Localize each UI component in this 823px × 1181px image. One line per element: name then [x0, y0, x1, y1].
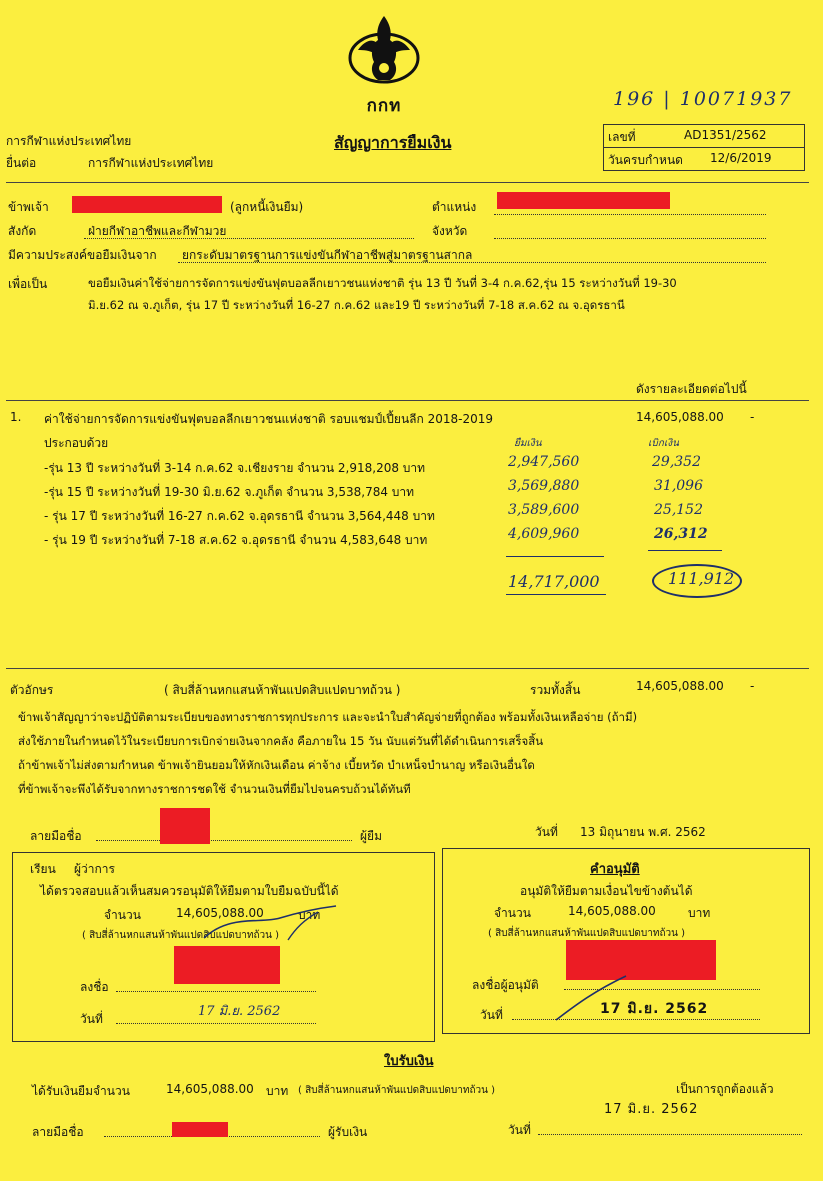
hw-col2-total: 111,912: [668, 569, 735, 588]
redacted-position: [497, 192, 670, 209]
item-title: ค่าใช้จ่ายการจัดการแข่งขันฟุตบอลลีกเยาวชนแห่งชาติ รอบแชมป์เปี้ยนลีก 2018-2019: [44, 412, 494, 426]
hw-col1-value: 3,569,880: [508, 478, 580, 494]
total-words: ( สิบสี่ล้านหกแสนห้าพันแปดสิบแปดบาทถ้วน ): [164, 683, 401, 697]
review-baht: บาท: [298, 908, 321, 922]
review-amount: 14,605,088.00: [176, 906, 264, 920]
total-rule: [6, 668, 809, 669]
redacted-receiver-signature: [172, 1122, 228, 1137]
details-rule: [6, 400, 809, 401]
doc-no-label: เลขที่: [608, 130, 636, 144]
receipt-date-label: วันที่: [508, 1123, 531, 1137]
hw-col1-total-underline: [506, 594, 606, 595]
dept-line: [84, 238, 414, 239]
borrower-role-note: (ลูกหนี้เงินยืม): [230, 200, 304, 214]
review-sign-label: ลงชื่อ: [80, 980, 109, 994]
detail-line: - รุ่น 17 ปี ระหว่างวันที่ 16-27 ก.ค.62 จ.อุดรธานี จำนวน 3,564,448 บาท: [44, 509, 435, 523]
signature-date: 13 มิถุนายน พ.ศ. 2562: [580, 825, 706, 839]
review-to: ผู้ว่าการ: [74, 862, 115, 876]
signature-line: [96, 840, 352, 841]
review-date-label: วันที่: [80, 1012, 103, 1026]
hw-col1-value: 4,609,960: [508, 526, 580, 542]
details-heading: ดังรายละเอียดต่อไปนี้: [636, 382, 747, 396]
purpose-value: ยกระดับมาตรฐานการแข่งขันกีฬาอาชีพสู่มาตรฐานสากล: [182, 248, 473, 262]
receipt-amount: 14,605,088.00: [166, 1082, 254, 1096]
receipt-title: ใบรับเงิน: [384, 1054, 434, 1069]
due-label: วันครบกำหนด: [608, 153, 683, 167]
org-name: การกีฬาแห่งประเทศไทย: [6, 134, 132, 148]
position-label: ตำแหน่ง: [432, 200, 477, 214]
review-date-line: [116, 1023, 316, 1024]
receipt-words: ( สิบสี่ล้านหกแสนห้าพันแปดสิบแปดบาทถ้วน ): [298, 1085, 496, 1096]
for-line-1: ขอยืมเงินค่าใช้จ่ายการจัดการแข่งขันฟุตบอลลีกเยาวชนแห่งชาติ รุ่น 13 ปี วันที่ 3-4 ก.ค.62,รุ่น 15 ระหว่างวันที่ 19-30: [88, 276, 677, 290]
approval-sign-label: ลงชื่อผู้อนุมัติ: [472, 978, 539, 992]
approval-text: อนุมัติให้ยืมตามเงื่อนไขข้างต้นได้: [520, 884, 693, 898]
due-date: 12/6/2019: [710, 151, 772, 165]
terms-line: ที่ข้าพเจ้าจะพึงได้รับจากทางราชการชดใช้ จำนวนเงินที่ยืมไปจนครบถ้วนได้ทันที: [18, 782, 411, 796]
item-number: 1.: [10, 410, 22, 424]
total-dash: -: [750, 679, 755, 693]
approval-baht: บาท: [688, 906, 711, 920]
borrower-name-label: ข้าพเจ้า: [8, 200, 49, 214]
receipt-baht: บาท: [266, 1084, 289, 1098]
item-amount: 14,605,088.00: [636, 410, 724, 424]
purpose-label: มีความประสงค์ขอยืมเงินจาก: [8, 248, 157, 262]
review-date: 17 มิ.ย. 2562: [198, 1004, 281, 1019]
receipt-correct: เป็นการถูกต้องแล้ว: [676, 1082, 774, 1096]
hw-col1-value: 3,589,600: [508, 502, 580, 518]
terms-line: ข้าพเจ้าสัญญาว่าจะปฏิบัติตามระเบียบของทางราชการทุกประการ และจะนำใบสำคัญจ่ายที่ถูกต้อง พร้อมทั้งเงินเหลือจ่าย (ถ้ามี): [18, 710, 638, 724]
approval-amount: 14,605,088.00: [568, 904, 656, 918]
terms-line: ถ้าข้าพเจ้าไม่ส่งตามกำหนด ข้าพเจ้ายินยอมให้หักเงินเดือน ค่าจ้าง เบี้ยหวัด บำเหน็จบำนาญ หรือเงินอื่นใด: [18, 758, 535, 772]
hw-col2-value: 31,096: [654, 478, 703, 494]
dept-value: ฝ่ายกีฬาอาชีพและกีฬามวย: [88, 224, 227, 238]
review-text: ได้ตรวจสอบแล้วเห็นสมควรอนุมัติให้ยืมตามใบยืมฉบับนี้ได้: [40, 884, 339, 898]
sum-label: รวมทั้งสิ้น: [530, 683, 581, 697]
for-line-2: มิ.ย.62 ณ จ.ภูเก็ต, รุ่น 17 ปี ระหว่างวันที่ 16-27 ก.ค.62 และ19 ปี ระหว่างวันที่ 7-18 ส.ค.62 ณ จ.อุดรธานี: [88, 298, 625, 312]
hw-col2-sum-rule: [648, 550, 722, 551]
consists-of: ประกอบด้วย: [44, 436, 109, 450]
approval-scribble-icon: [200, 904, 340, 944]
redacted-borrower-name: [72, 196, 222, 213]
dept-label: สังกัด: [8, 224, 37, 238]
hw-col1-value: 2,947,560: [508, 454, 580, 470]
receipt-date-stamp: 17 มิ.ย. 2562: [604, 1102, 699, 1117]
hw-col2-head: เบิกเงิน: [648, 438, 679, 449]
review-to-label: เรียน: [30, 862, 56, 876]
item-dash: -: [750, 410, 755, 424]
detail-line: -รุ่น 13 ปี ระหว่างวันที่ 3-14 ก.ค.62 จ.เชียงราย จำนวน 2,918,208 บาท: [44, 461, 426, 475]
receipt-date-line: [538, 1134, 802, 1135]
approval-date-stamp: 17 มิ.ย. 2562: [600, 1001, 709, 1017]
receipt-role: ผู้รับเงิน: [328, 1125, 368, 1139]
approval-title: คำอนุมัติ: [590, 862, 640, 877]
hw-col1-total: 14,717,000: [508, 572, 600, 591]
hw-col2-value: 29,352: [652, 454, 701, 470]
signature-label: ลายมือชื่อ: [30, 829, 82, 843]
submit-label: ยื่นต่อ: [6, 156, 37, 170]
handwritten-number: 196 | 10071937: [613, 88, 793, 110]
receipt-sign-label: ลายมือชื่อ: [32, 1125, 84, 1139]
doc-no: AD1351/2562: [684, 128, 767, 142]
review-words: ( สิบสี่ล้านหกแสนห้าพันแปดสิบแปดบาทถ้วน ): [82, 930, 280, 941]
redacted-borrower-signature: [160, 808, 210, 844]
redacted-reviewer-signature: [174, 946, 280, 984]
hw-col2-value: 25,152: [654, 502, 703, 518]
hw-col1-sum-rule: [506, 556, 604, 557]
approval-date-label: วันที่: [480, 1008, 503, 1022]
submit-to: การกีฬาแห่งประเทศไทย: [88, 156, 214, 170]
review-sign-line: [116, 991, 316, 992]
province-label: จังหวัด: [432, 224, 468, 238]
total-sum: 14,605,088.00: [636, 679, 724, 693]
signature-role: ผู้ยืม: [360, 829, 382, 843]
review-amount-label: จำนวน: [104, 908, 141, 922]
signature-date-label: วันที่: [535, 825, 558, 839]
hw-col2-value: 26,312: [654, 526, 708, 542]
page-title: สัญญาการยืมเงิน: [334, 133, 452, 152]
words-label: ตัวอักษร: [10, 683, 54, 697]
approval-sign-line: [564, 989, 760, 990]
receipt-received-label: ได้รับเงินยืมจำนวน: [32, 1084, 130, 1098]
detail-line: - รุ่น 19 ปี ระหว่างวันที่ 7-18 ส.ค.62 จ.อุดรธานี จำนวน 4,583,648 บาท: [44, 533, 428, 547]
approval-amount-label: จำนวน: [494, 906, 531, 920]
emblem-text: กกท: [366, 96, 402, 116]
detail-line: -รุ่น 15 ปี ระหว่างวันที่ 19-30 มิ.ย.62 จ.ภูเก็ต จำนวน 3,538,784 บาท: [44, 485, 415, 499]
header-rule: [6, 182, 809, 183]
province-line: [494, 238, 766, 239]
purpose-line: [178, 262, 766, 263]
approval-words: ( สิบสี่ล้านหกแสนห้าพันแปดสิบแปดบาทถ้วน ): [488, 928, 686, 939]
for-label: เพื่อเป็น: [8, 277, 48, 291]
hw-col1-head: ยืมเงิน: [514, 438, 542, 449]
position-line: [494, 214, 766, 215]
terms-line: ส่งใช้ภายในกำหนดไว้ในระเบียบการเบิกจ่ายเงินจากคลัง คือภายใน 15 วัน นับแต่วันที่ได้ดำเนินการเสร็จสิ้น: [18, 734, 544, 748]
